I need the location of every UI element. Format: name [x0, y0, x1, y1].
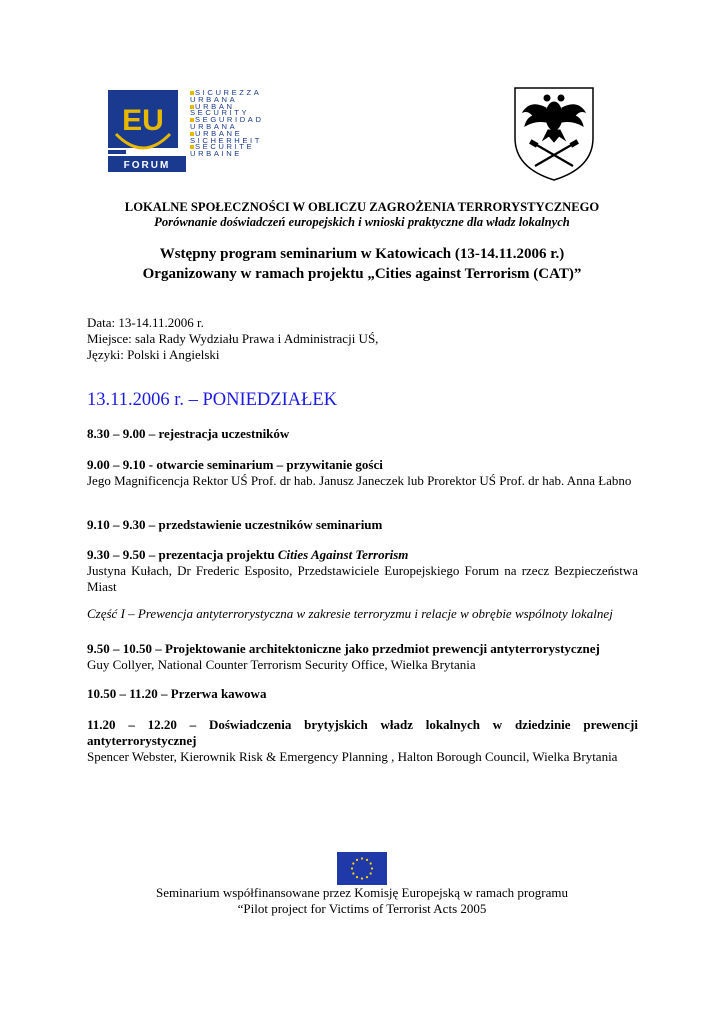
flag-star — [370, 872, 372, 874]
logo-word: URBANA — [190, 121, 238, 131]
flag-star — [356, 859, 358, 861]
agenda-item-head-prefix: 9.30 – 9.50 – prezentacja projektu — [87, 547, 278, 562]
agenda-item-head: 9.00 – 9.10 - otwarcie seminarium – przywitanie gości — [87, 457, 383, 472]
document-subtitle: Porównanie doświadczeń europejskich i wnioski praktyczne dla władz lokalnych — [154, 215, 570, 229]
logo-word: URBAN — [190, 104, 280, 111]
agenda-item-head: 11.20 – 12.20 – Doświadczenia brytyjskich władz lokalnych w dziedzinie prewencji antyterrorystycznej — [87, 717, 638, 748]
info-date: Data: 13-14.11.2006 r. — [87, 315, 204, 330]
agenda-item-head: 9.10 – 9.30 – przedstawienie uczestników seminarium — [87, 517, 383, 532]
forum-label: FORUM — [123, 160, 171, 171]
agenda-item-desc: Spencer Webster, Kierownik Risk & Emergency Planning , Halton Borough Council, Wielka Brytania — [87, 749, 618, 764]
program-title: Wstępny program seminarium w Katowicach (13-14.11.2006 r.) — [159, 246, 565, 262]
flag-star — [356, 876, 358, 878]
logo-word: URBANE — [190, 131, 280, 138]
logo-word: SICUREZZA — [190, 90, 280, 97]
document-title: LOKALNE SPOŁECZNOŚCI W OBLICZU ZAGROŻENIA TERRORYSTYCZNEGO — [124, 200, 600, 214]
footer-cofinancing: Seminarium współfinansowane przez Komisję Europejską w ramach programu — [156, 885, 568, 900]
eu-forum-logo — [108, 90, 278, 172]
agenda-item-head: 10.50 – 11.20 – Przerwa kawowa — [87, 686, 267, 701]
coat-of-arms-icon — [513, 86, 595, 182]
flag-star — [361, 877, 363, 879]
logo-word: SECURITE — [190, 144, 280, 151]
agenda-item — [87, 641, 638, 673]
flag-star — [352, 872, 354, 874]
flag-star — [351, 867, 353, 869]
seminar-info — [87, 315, 638, 363]
flag-star — [370, 862, 372, 864]
agenda-item-head: 8.30 – 9.00 – rejestracja uczestników — [87, 426, 290, 441]
agenda-item — [87, 547, 638, 595]
day-heading: 13.11.2006 r. – PONIEDZIAŁEK — [87, 390, 338, 410]
part-one-heading: Część I – Prewencja antyterrorystyczna w zakresie terroryzmu i relacje w obrębie wspólnoty lokalnej — [87, 606, 613, 621]
info-languages: Języki: Polski i Angielski — [87, 347, 220, 362]
flag-star — [366, 859, 368, 861]
eu-letters: EU — [122, 104, 164, 137]
info-place: Miejsce: sala Rady Wydziału Prawa i Administracji UŚ, — [87, 331, 379, 346]
agenda-item-head — [87, 547, 638, 563]
agenda-item — [87, 426, 638, 442]
flag-star — [371, 867, 373, 869]
eu-forum-wordlist — [190, 90, 280, 172]
footer-programme: “Pilot project for Victims of Terrorist Acts 2005 — [237, 901, 487, 916]
agenda-item-desc: Justyna Kułach, Dr Frederic Esposito, Przedstawiciele Europejskiego Forum na rzecz Bezpieczeństwa Miast — [87, 563, 638, 594]
flag-field — [337, 852, 387, 885]
agenda-item — [87, 517, 638, 533]
logo-word: SEGURIDAD — [190, 117, 280, 124]
flag-star — [366, 876, 368, 878]
logo-word: SICHERHEIT — [190, 135, 262, 145]
agenda-item-head: 9.50 – 10.50 – Projektowanie architektoniczne jako przedmiot prewencji antyterrorystycznej — [87, 641, 600, 656]
agenda-item-desc: Guy Collyer, National Counter Terrorism Security Office, Wielka Brytania — [87, 657, 476, 672]
agenda-item — [87, 457, 638, 489]
agenda-item-desc: Jego Magnificencja Rektor UŚ Prof. dr hab. Janusz Janeczek lub Prorektor UŚ Prof. dr hab. Anna Łabno — [87, 473, 632, 488]
project-name: Cities Against Terrorism — [277, 547, 409, 562]
program-project-line: Organizowany w ramach projektu „Cities against Terrorism (CAT)” — [142, 266, 582, 282]
logo-word: URBAINE — [190, 149, 242, 159]
eu-flag-icon — [337, 852, 387, 885]
flag-star — [352, 862, 354, 864]
agenda-item — [87, 686, 638, 702]
logo-word: URBANA — [190, 94, 238, 104]
logo-word: SECURITY — [190, 108, 250, 118]
eu-forum-emblem — [108, 90, 186, 172]
flag-star — [361, 857, 363, 859]
agenda-item — [87, 717, 638, 765]
